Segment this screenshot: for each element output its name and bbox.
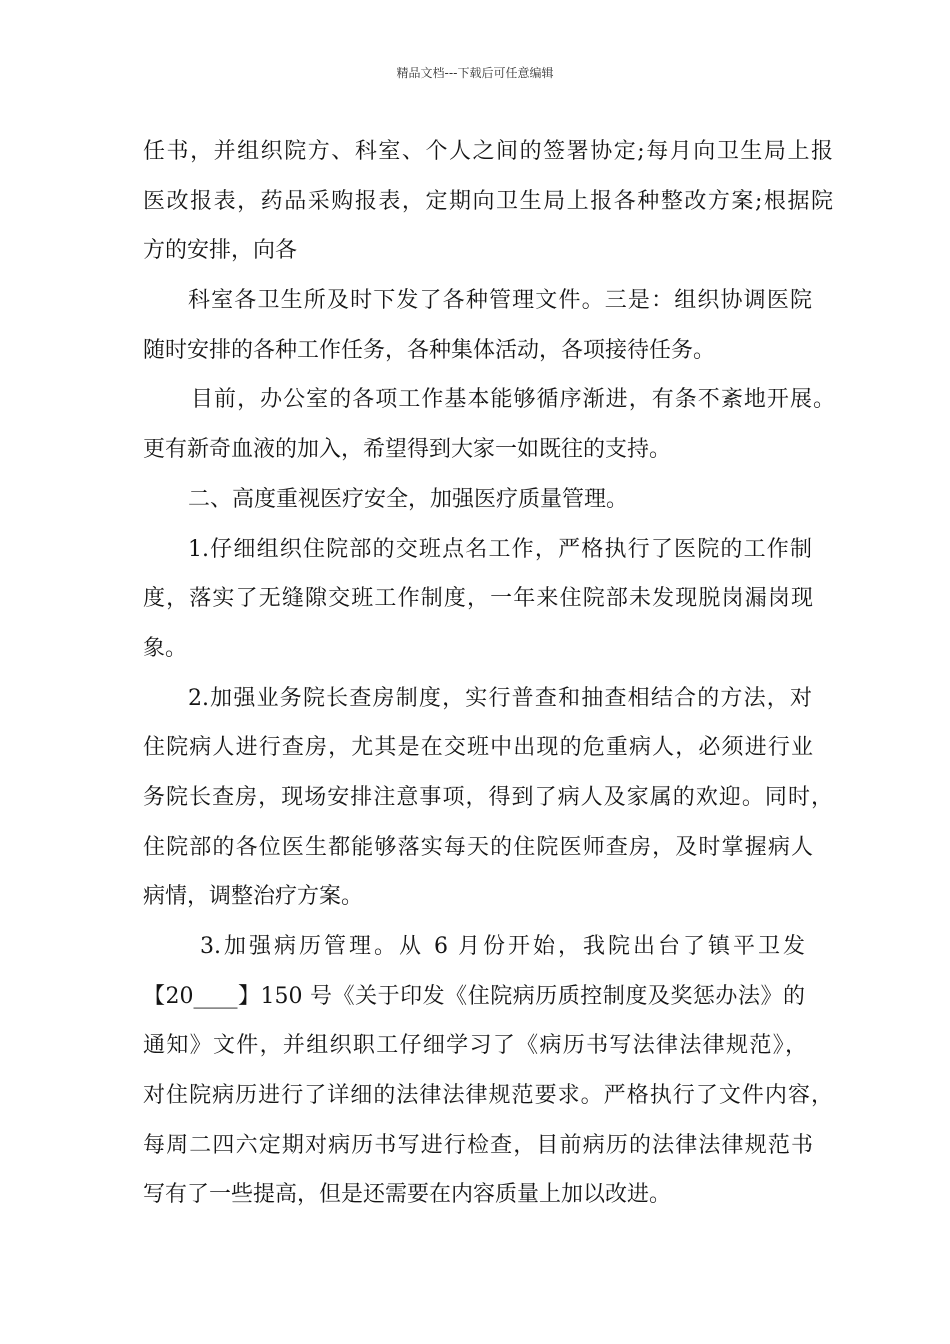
text-line: 病情，调整治疗方案。	[143, 884, 364, 909]
text-line: 科室各卫生所及时下发了各种管理文件。三是：组织协调医院	[188, 288, 812, 313]
text-line: 2.加强业务院长查房制度，实行普查和抽查相结合的方法，对	[188, 686, 812, 711]
text-line: 医改报表，药品采购报表，定期向卫生局上报各种整改方案;根据院	[143, 189, 833, 214]
text-line: 象。	[143, 636, 188, 661]
text-line: 3.加强病历管理。从 6 月份开始，我院出台了镇平卫发	[200, 934, 805, 959]
text-line: 通知》文件，并组织职工仔细学习了《病历书写法律法律规范》，	[143, 1033, 807, 1058]
text-line: 方的安排，向各	[143, 238, 298, 263]
text-line: 住院病人进行查房，尤其是在交班中出现的危重病人，必须进行业	[143, 735, 813, 760]
page-header: 精品文档---下载后可任意编辑	[396, 66, 554, 80]
text-line: 每周二四六定期对病历书写进行检查，目前病历的法律法律规范书	[143, 1133, 813, 1158]
text-line: 度，落实了无缝隙交班工作制度，一年来住院部未发现脱岗漏岗现	[143, 586, 813, 611]
text-line: 1.仔细组织住院部的交班点名工作，严格执行了医院的工作制	[188, 537, 812, 562]
text-line: 任书，并组织院方、科室、个人之间的签署协定;每月向卫生局上报	[143, 139, 833, 164]
text-line: 住院部的各位医生都能够落实每天的住院医师查房，及时掌握病人	[143, 835, 813, 860]
section-heading: 二、高度重视医疗安全，加强医疗质量管理。	[188, 487, 629, 512]
text-line: 务院长查房，现场安排注意事项，得到了病人及家属的欢迎。同时，	[143, 785, 833, 810]
text-line: 【20____】150 号《关于印发《住院病历质控制度及奖惩办法》的	[143, 984, 805, 1009]
text-line: 随时安排的各种工作任务，各种集体活动，各项接待任务。	[143, 338, 716, 363]
text-line: 目前，办公室的各项工作基本能够循序渐进，有条不紊地开展。	[191, 387, 835, 412]
text-line: 写有了一些提高，但是还需要在内容质量上加以改进。	[143, 1182, 672, 1207]
text-line: 对住院病历进行了详细的法律法律规范要求。严格执行了文件内容，	[143, 1083, 833, 1108]
text-line: 更有新奇血液的加入，希望得到大家一如既往的支持。	[143, 437, 672, 462]
